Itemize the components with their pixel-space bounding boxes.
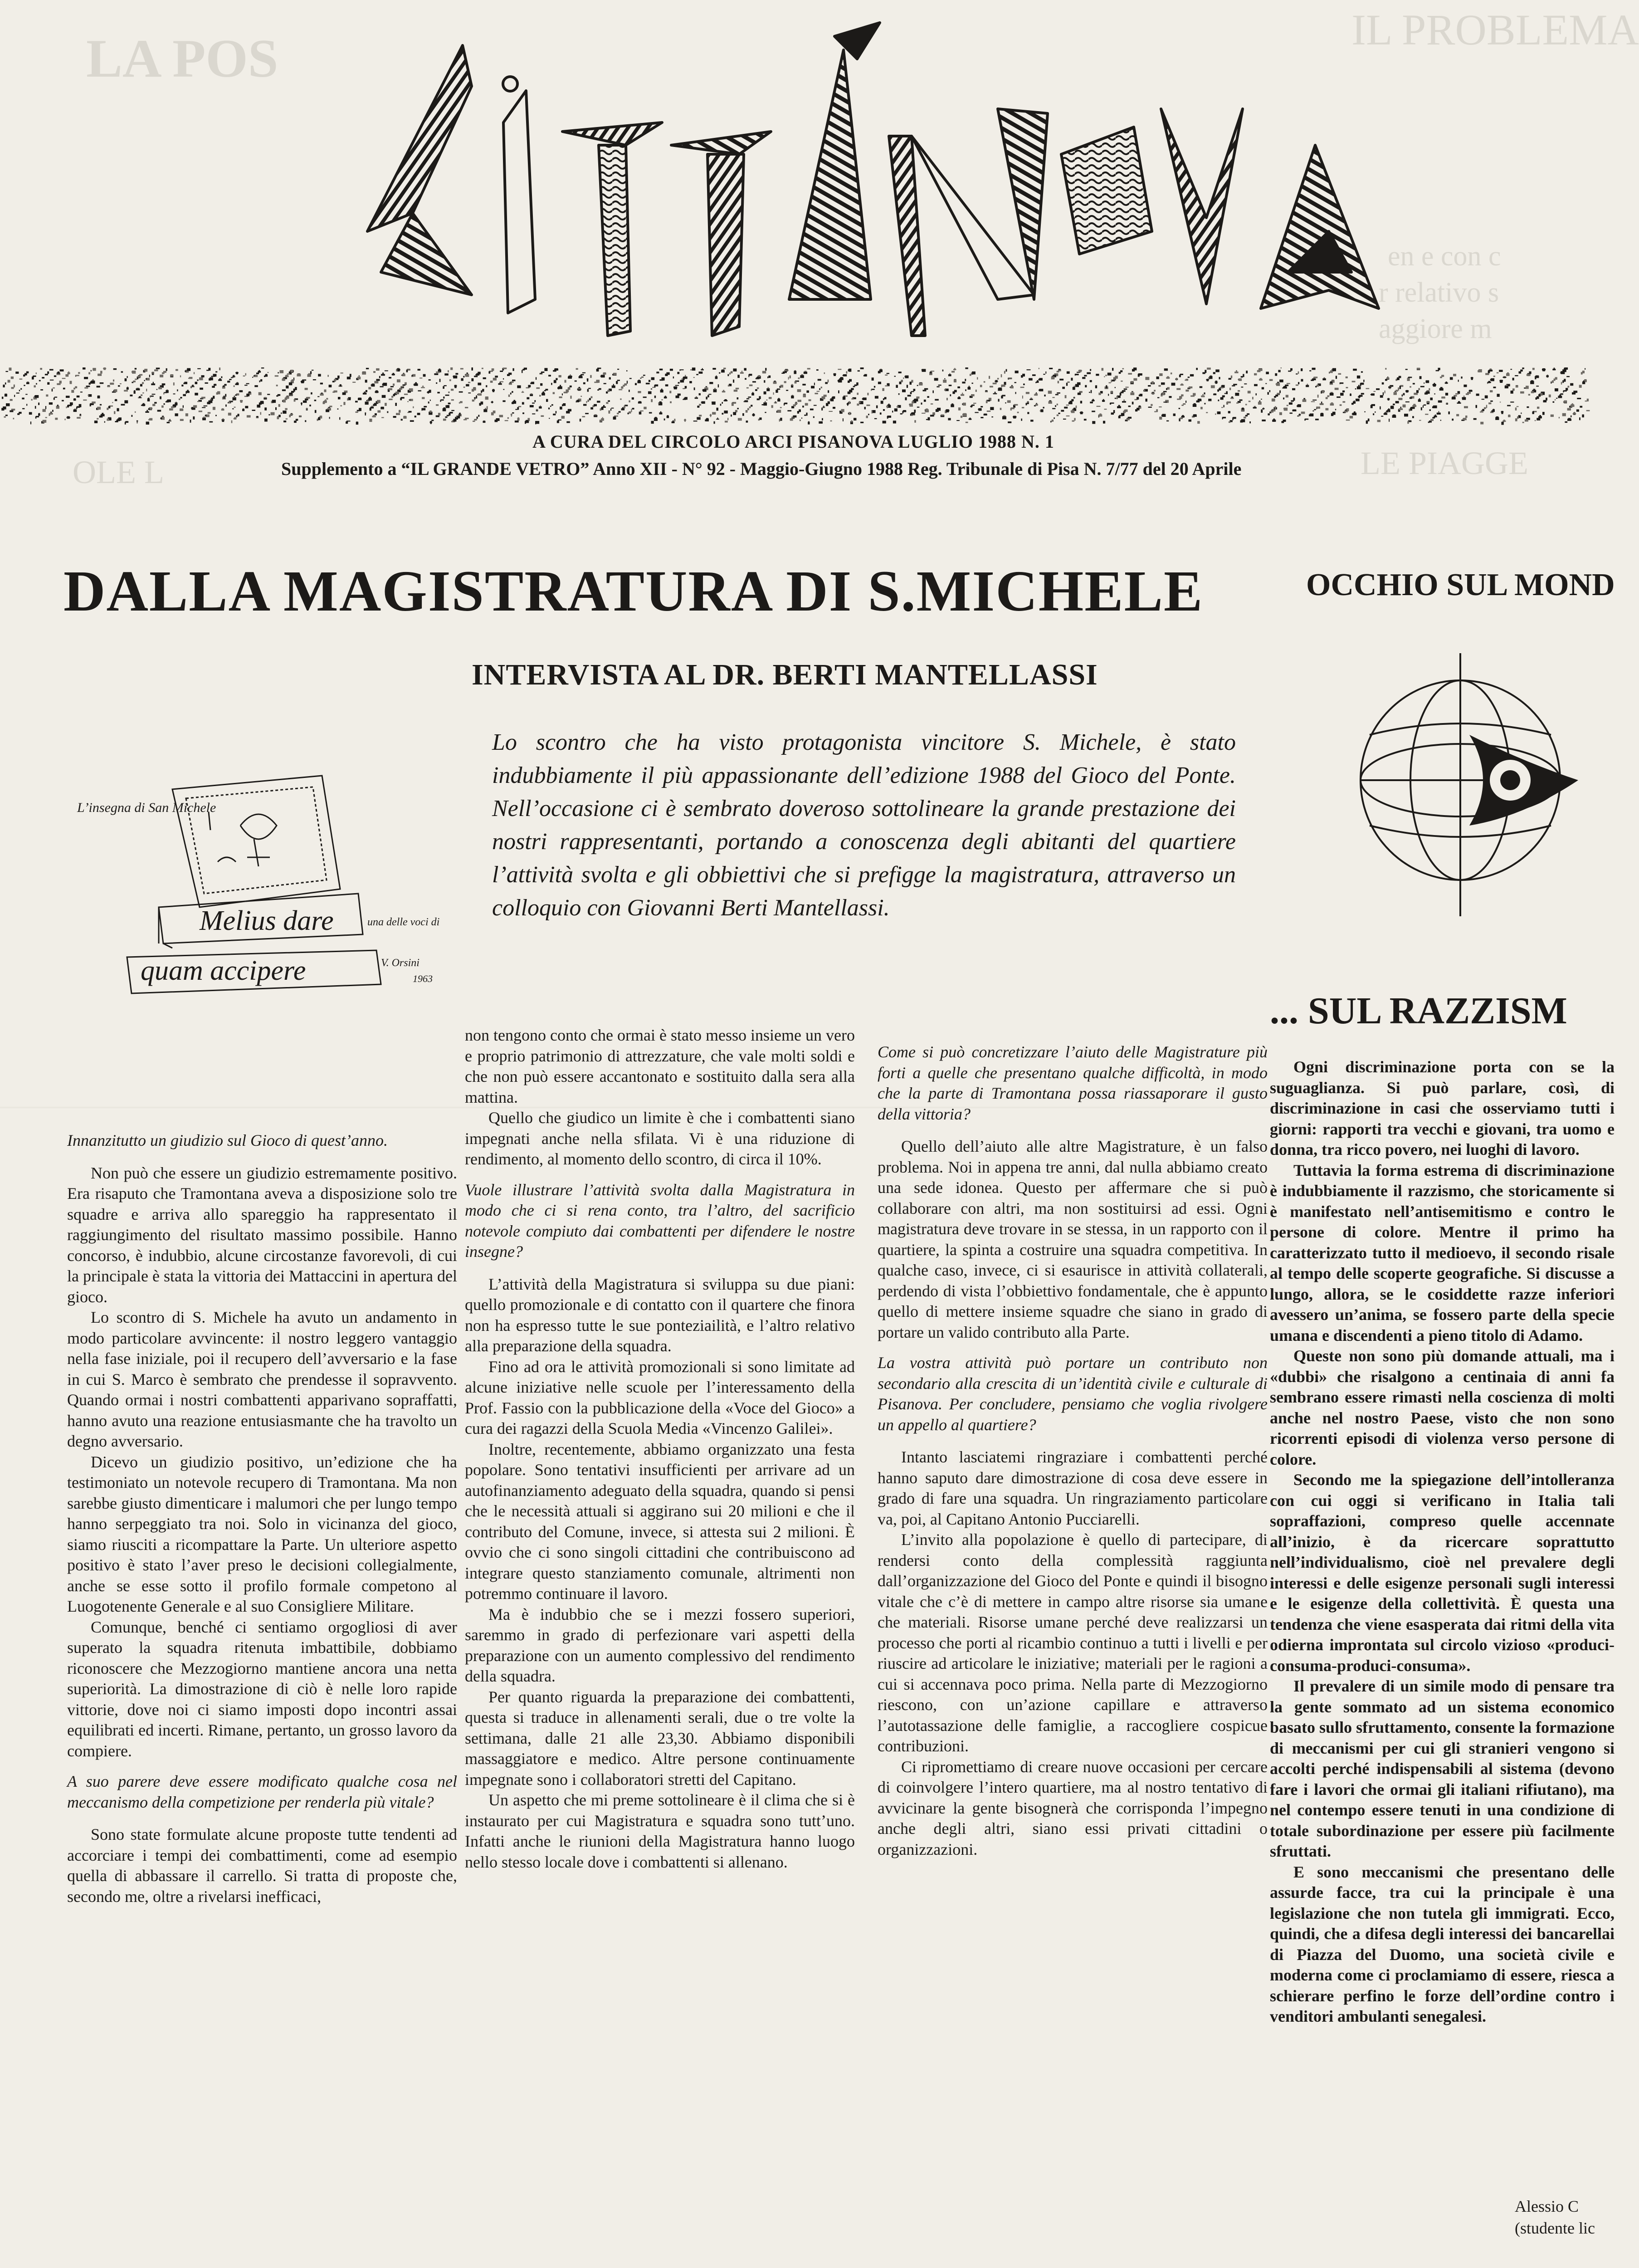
globe-eye-illustration <box>1333 644 1587 925</box>
ghost-text-a: LA POS <box>86 28 278 88</box>
article-column-1 <box>67 1120 457 1907</box>
paragraph: Secondo me la spiegazione dell’intolleranza con cui oggi si verificano in Italia tali sopraffazioni, compreso quelle accennate all’inizio, è da ricercare soprattutto nell’individualismo, cioè nel prevalere degli interessi e delle esigenze personali sugli interessi e le esigenze della collettività. È questa una tendenza che viene esasperata dai ritmi della vita odierna improntata sul circolo vizioso «produci-consuma-produci-consuma». <box>1270 1471 1615 1675</box>
paragraph: Inoltre, recentemente, abbiamo organizzato una festa popolare. Sono tentativi insufficienti per arrivare ad un autofinanziamento adeguato della squadra, quando si pensi che le necessità attuali si aggirano sui 20 milioni e che il contributo del Comune, invece, si attesta sui 2 milioni. È ovvio che ci sono singoli cittadini che contribuiscono ad integrare questo stanziamento comunale, altrimenti non potremmo continuare il lavoro. <box>465 1440 855 1603</box>
paragraph: Sono state formulate alcune proposte tutte tendenti ad accorciare i tempi dei combattimenti, come ad esempio quella di abbassare il carrello. Si tratta di proposte che, secondo me, oltre a rivelarsi inefficaci, <box>67 1825 457 1906</box>
article-column-2 <box>465 1025 855 1872</box>
speckle-band <box>0 358 1587 431</box>
paragraph: Come si può concretizzare l’aiuto delle Magistrature più forti a quelle che presentano qualche difficoltà, in modo che la parte di Tramontana possa riassaporare il gusto della vittoria? <box>878 1043 1268 1123</box>
ghost-text-d: OLE L <box>73 454 164 490</box>
article-subhead: INTERVISTA AL DR. BERTI MANTELLASSI <box>472 658 1098 691</box>
paragraph: Comunque, benché ci sentiamo orgogliosi di aver superato la squadra ritenuta imbattibile, dobbiamo riconoscere che Mezzogiorno mantiene ancora una netta superiorità. La dimostrazione di ciò è nelle loro rapide vittorie, dove noi ci siamo imposti dopo incontri assai equilibrati ed incerti. Rimane, pertanto, un grosso lavoro da compiere. <box>67 1618 457 1760</box>
paragraph: Ogni discriminazione porta con se la suguaglianza. Si può parlare, così, di discriminazione in casi che osserviamo tutti i giorni: rapporti tra vecchi e giovani, tra uomo e donna, tra ricco povero, nei luoghi di lavoro. <box>1270 1058 1615 1158</box>
paragraph: L’attività della Magistratura si sviluppa su due piani: quello promozionale e di contatto con il quartere che finora non ha espresso tutte le sue ponteziailità, e l’altro relativo alla preparazione della squadra. <box>465 1275 855 1355</box>
emblem-note: una delle voci di <box>367 916 440 928</box>
paragraph: L’invito alla popolazione è quello di partecipare, di rendersi conto della complessità raggiunta dall’organizzazione del Gioco del Ponte e quindi il bisogno vitale che c’è di mettere in campo altre risorse sia umane che materiali. Risorse umane perché deve realizzarsi un processo che porti al ricambio continuo a tutti i livelli e per riuscire ad articolare le iniziative; materiali per le ragioni a cui si accennava poco prima. Nella parte di Mezzogiorno riescono, con un’azione capillare e attraverso l’autotassazione delle famiglie, a raccogliere cospicue contribuzioni. <box>878 1530 1268 1755</box>
publisher-line: A CURA DEL CIRCOLO ARCI PISANOVA LUGLIO 1988 N. 1 <box>532 431 1054 452</box>
signature <box>1515 2195 1595 2239</box>
paragraph: Intanto lasciatemi ringraziare i combattenti perché hanno saputo dare dimostrazione di cosa deve essere in grado di fare una squadra. Un ringraziamento particolare va, poi, al Capitano Antonio Pucciarelli. <box>878 1448 1268 1528</box>
emblem-motto-2: quam accipere <box>141 955 306 986</box>
emblem-motto-1: Melius dare <box>200 905 334 936</box>
paragraph: Dicevo un giudizio positivo, un’edizione che ha testimoniato un notevole recupero di Tramontana. Ma non sarebbe giusto dimenticare i malumori che per lungo tempo hanno serpeggiato tra noi. Solo in vicinanza del gioco, siamo riusciti a ricompattare la Parte. Un ulteriore aspetto positivo è stato l’aver preso le decisioni collegialmente, anche se esse sotto il profilo formale competono al Luogotenente Generale e al suo Consigliere Militare. <box>67 1452 457 1615</box>
paragraph: Per quanto riguarda la preparazione dei combattenti, questa si traduce in allenamenti serali, due o tre volte la settimana, dalle 21 alle 23,30. Abbiamo disponibili massaggiatore e medico. Altre persone continuamente impegnate sono i collaboratori stretti del Capitano. <box>465 1687 855 1789</box>
paragraph: Quello dell’aiuto alle altre Magistrature, è un falso problema. Noi in appena tre anni, dal nulla abbiamo creato una sede idonea. Questo per affermare che si può collaborare con altri, ma non sostituirsi ad essi. Ogni magistratura deve trovare in se stessa, in un rapporto con il quartiere, la spinta a costruire una squadra competitiva. In qualche caso, invece, ci si esaurisce in attività collaterali, perdendo di vista l’obbiettivo fondamentale, che è appunto quello di mettere insieme squadre che siano in grado di portare un valido contributo alla Parte. <box>878 1137 1268 1341</box>
paragraph: Un aspetto che mi preme sottolineare è il clima che si è instaurato per cui Magistratura e squadra sono tutt’uno. Infatti anche le riunioni della Magistratura hanno luogo nello stesso locale dove i combattenti si allenano. <box>465 1791 855 1871</box>
paragraph: Il prevalere di un simile modo di pensare tra la gente sommato ad un sistema economico basato sullo sfruttamento, consente la formazione di meccanismi per cui gli stranieri vengono si accolti perché indispensabili al sistema (devono fare i lavori che ormai gli italiani rifiutano), ma nel contempo essere tenuti in una condizione di totale subordinazione per essere più facilmente sfruttati. <box>1270 1677 1615 1860</box>
ghost-text-c: LE PIAGGE <box>1361 445 1528 481</box>
paragraph: non tengono conto che ormai è stato messo insieme un vero e proprio patrimonio di attrezzature, che vale molti soldi e che non può essere accantonato e sostituito dalla sera alla mattina. <box>465 1026 855 1106</box>
signature-role: (studente lic <box>1515 2219 1595 2237</box>
side-kicker: OCCHIO SUL MOND <box>1306 567 1615 602</box>
ghost-text-f: r relativo s <box>1379 277 1499 308</box>
paragraph: Ma è indubbio che se i mezzi fossero superiori, saremmo in grado di perfezionare vari aspetti della preparazione con un aumento complessivo del rendimento della squadra. <box>465 1605 855 1685</box>
article-intro: Lo scontro che ha visto protagonista vincitore S. Michele, è stato indubbiamente il più appassionante dell’edizione 1988 del Gioco del Ponte. Nell’occasione ci è sembrato doveroso sottolineare la grande prestazione dei nostri rappresentanti, portando a conoscenza degli abitanti del quartiere l’attività svolta e gli obbiettivi che si prefigge la magistratura, attraverso un colloquio con Giovanni Berti Mantellassi. <box>492 729 1236 921</box>
paragraph: Queste non sono più domande attuali, ma i «dubbi» che risalgono a centinaia di anni fa sembrano essere rimasti nella coscienza di molti anche nel nostro Paese, visto che non sono ricorrenti episodi di violenza verso persone di colore. <box>1270 1347 1615 1468</box>
paragraph: Lo scontro di S. Michele ha avuto un andamento in modo particolare avvincente: il nostro leggero vantaggio nella fase iniziale, poi il recupero dell’avversario e la fase in cui S. Marco è sembrato che prendesse il sopravvento. Quando ormai i nostri combattenti apparivano sopraffatti, hanno avuto una reazione entusiasmante che ha travolto un degno avversario. <box>67 1308 457 1450</box>
page-headline: DALLA MAGISTRATURA DI S.MICHELE <box>63 559 1204 623</box>
paragraph: La vostra attività può portare un contributo non secondario alla crescita di un’identità civile e culturale di Pisanova. Per concludere, pensiamo che voglia rivolgere un appello al quartiere? <box>878 1354 1268 1434</box>
paragraph: E sono meccanismi che presentano delle assurde facce, tra cui la principale è una legislazione che non tutela gli immigrati. Ecco, quindi, che a difesa degli interessi dei bancarellai di Piazza del Duomo, una società civile e moderna come ci proclamiamo di essere, riesca a schierare perfino le forze dell’ordine contro i venditori ambulanti senegalesi. <box>1270 1862 1615 2025</box>
emblem-author: V. Orsini <box>381 957 420 969</box>
paragraph: Tuttavia la forma estrema di discriminazione è indubbiamente il razzismo, che storicamente si è manifestato nell’antisemitismo e contro le persone di colore. Mentre il primo ha caratterizzato tutto il medioevo, il secondo risale al tempo delle scoperte geografiche. Si discusse a lungo, allora, se le cosiddette razze inferiori avessero un’anima, se fossero parte della specie umana e discendenti a pieno titolo di Adamo. <box>1270 1161 1615 1344</box>
emblem-caption: L’insegna di San Michele <box>77 800 216 815</box>
logo-text: CITTANOVA <box>873 362 878 363</box>
article-column-3 <box>878 1032 1268 1860</box>
paragraph: Fino ad ora le attività promozionali si sono limitate ad alcune iniziative nelle scuole per l’interessamento della Prof. Fassio con la pubblicazione della «Voce del Gioco» a cura dei ragazzi della Scuola Media «Vincenzo Galilei». <box>465 1357 855 1437</box>
paragraph: Non può che essere un giudizio estremamente positivo. Era risaputo che Tramontana aveva a disposizione solo tre squadre e arriva allo spareggio ha rappresentato il raggiungimento del risultato massimo possibile. Hanno concorso, è indubbio, alcune circostanze favorevoli, di cui la principale è stata la vittoria dei Mattaccini in apertura del gioco. <box>67 1163 457 1306</box>
paragraph: Vuole illustrare l’attività svolta dalla Magistratura in modo che ci si rena conto, tra l’altro, del sacrificio notevole compiuto dai combattenti per difendere le nostre insegne? <box>465 1180 855 1261</box>
san-michele-emblem <box>68 771 458 1080</box>
emblem-year: 1963 <box>413 973 433 984</box>
ghost-text-e: en e con c <box>1388 241 1501 272</box>
ghost-text-b: IL PROBLEMA <box>1351 5 1639 54</box>
masthead-logo <box>354 18 1397 372</box>
paragraph: Innanzitutto un giudizio sul Gioco di quest’anno. <box>67 1131 388 1149</box>
paragraph: A suo parere deve essere modificato qualche cosa nel meccanismo della competizione per renderla più vitale? <box>67 1772 457 1811</box>
supplement-line: Supplemento a “IL GRANDE VETRO” Anno XII - N° 92 - Maggio-Giugno 1988 Reg. Tribunale di Pisa N. 7/77 del 20 Aprile <box>281 459 1242 479</box>
side-article-column <box>1270 1057 1615 2027</box>
paragraph: Quello che giudico un limite è che i combattenti siano impegnati anche nella sfilata. Vi è una riduzione di rendimento, al momento dello scontro, di circa il 10%. <box>465 1109 855 1168</box>
signature-name: Alessio C <box>1515 2197 1579 2215</box>
ghost-text-g: aggiore m <box>1379 313 1492 344</box>
paragraph: Ci ripromettiamo di creare nuove occasioni per cercare di coinvolgere l’intero quartiere, ma al nostro tentativo di avvicinare la gente bisognerà che corrisponda l’impegno anche degli altri, siano essi privati cittadini o organizzazioni. <box>878 1757 1268 1858</box>
side-title: ... SUL RAZZISM <box>1270 990 1567 1032</box>
